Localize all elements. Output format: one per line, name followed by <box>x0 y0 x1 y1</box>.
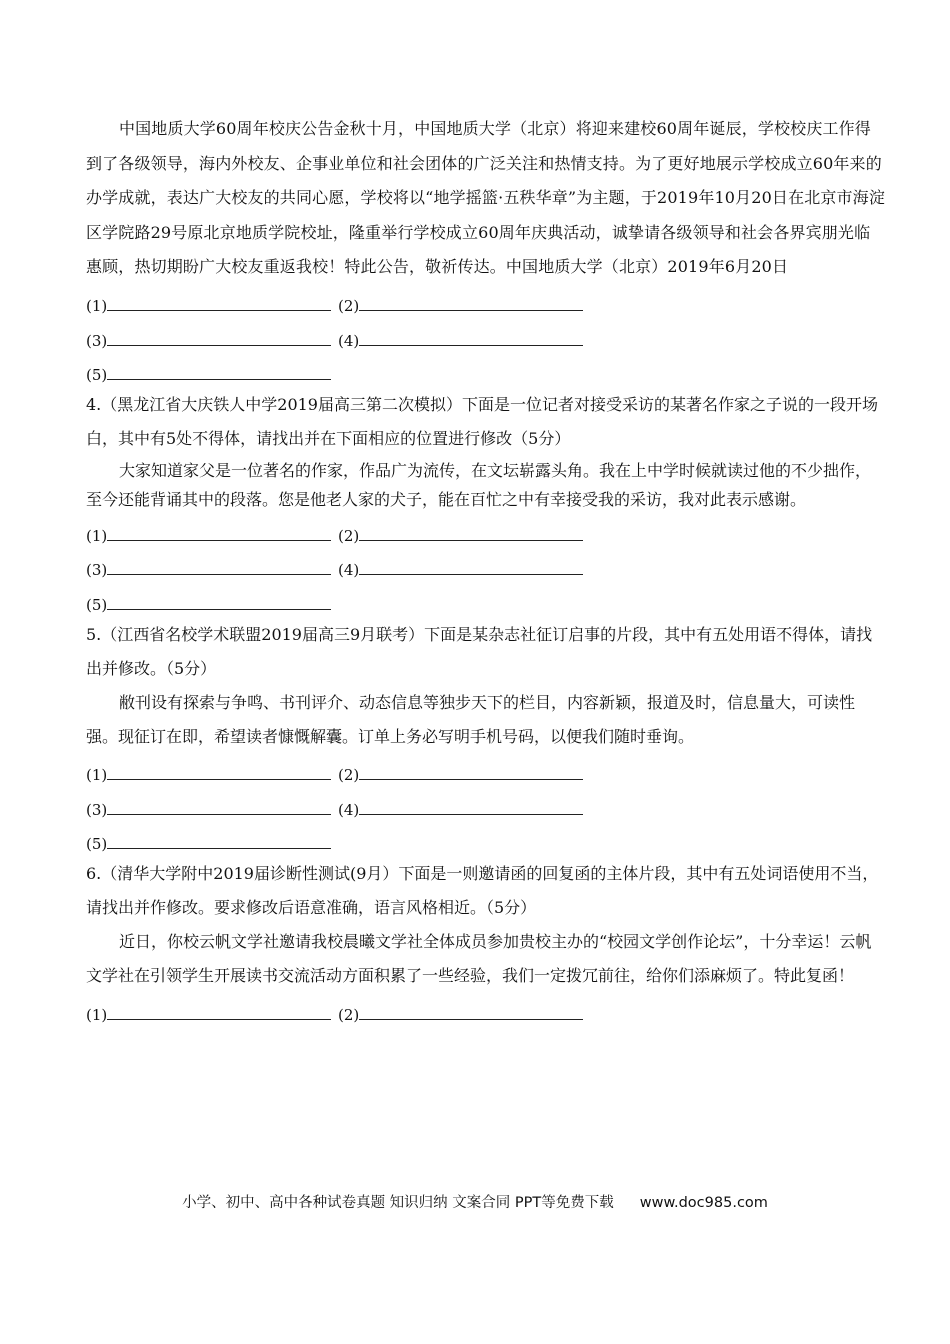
answer-blank[interactable] <box>107 608 331 610</box>
answer-blank[interactable] <box>107 847 331 849</box>
page-footer <box>0 1191 950 1212</box>
answer-label: (4) <box>338 331 360 350</box>
question-6-stem: 6.（清华大学附中2019届诊断性测试(9月）下面是一则邀请函的回复函的主体片段，其中有五处词语使用不当，请找出并作修改。要求修改后语意准确，语言风格相近。（5分） <box>86 864 879 917</box>
answer-label: (5) <box>86 835 108 853</box>
answer-row <box>86 549 886 584</box>
answer-blank[interactable] <box>359 344 583 346</box>
question-5-stem: 5.（江西省名校学术联盟2019届高三9月联考）下面是某杂志社征订启事的片段，其中有五处用语不得体，请找出并修改。（5分） <box>86 624 873 678</box>
answer-blank[interactable] <box>359 309 583 311</box>
answer-row <box>86 583 886 618</box>
answer-blank[interactable] <box>107 573 331 575</box>
notice-passage: 中国地质大学60周年校庆公告金秋十月，中国地质大学（北京）将迎来建校60周年诞辰，学校校庆工作得到了各级领导，海内外校友、企事业单位和社会团体的广泛关注和热情支持。为了更好地展示学校成立60年来的办学成就，表达广大校友的共同心愿，学校将以“地学摇篮·五秩华章”为主题，于2019年10月20日在北京市海淀区学院路29号原北京地质学院校址，隆重举行学校成立60周年庆典活动，诚挚请各级领导和社会各界宾朋光临惠顾，热切期盼广大校友重返我校！特此公告，敬祈传达。中国地质大学（北京）2019年6月20日 <box>86 119 885 276</box>
answer-label: (1) <box>86 297 108 315</box>
question-6-passage: 近日，你校云帆文学社邀请我校晨曦文学社全体成员参加贵校主办的“校园文学创作论坛”，十分幸运！云帆文学社在引领学生开展读书交流活动方面积累了一些经验，我们一定拨冗前往，给你们添麻烦了。特此复函！ <box>86 932 872 985</box>
answer-blank[interactable] <box>359 778 583 780</box>
answer-row <box>86 754 886 789</box>
answer-row <box>86 788 886 823</box>
answer-label: (2) <box>338 1005 360 1024</box>
answer-label: (1) <box>86 526 108 545</box>
answer-label: (5) <box>86 595 108 614</box>
answer-row <box>86 823 886 858</box>
answer-blank[interactable] <box>107 778 331 780</box>
answer-label: (2) <box>338 766 360 784</box>
answer-label: (3) <box>86 561 108 579</box>
question-5-passage: 敝刊设有探索与争鸣、书刊评介、动态信息等独步天下的栏目，内容新颖，报道及时，信息量大，可读性强。现征订在即，希望读者慷慨解囊。订单上务必写明手机号码，以便我们随时垂询。 <box>86 692 856 746</box>
answer-blank[interactable] <box>107 813 331 815</box>
answer-label: (2) <box>338 526 360 545</box>
answer-row <box>86 993 886 1028</box>
answer-row <box>86 354 886 389</box>
answer-label: (3) <box>86 331 108 350</box>
answer-blank[interactable] <box>107 378 331 380</box>
answer-blank[interactable] <box>359 1018 583 1020</box>
answer-blank[interactable] <box>359 539 583 541</box>
answer-row <box>86 514 886 549</box>
footer-text: 小学、初中、高中各种试卷真题 知识归纳 文案合同 PPT等免费下载 <box>182 1195 614 1211</box>
answer-row <box>86 319 886 354</box>
question-4-stem: 4.（黑龙江省大庆铁人中学2019届高三第二次模拟）下面是一位记者对接受采访的某著名作家之子说的一段开场白，其中有5处不得体，请找出并在下面相应的位置进行修改（5分） <box>86 395 878 448</box>
answer-blank[interactable] <box>107 309 331 311</box>
answer-blank[interactable] <box>107 539 331 541</box>
answer-blank[interactable] <box>359 813 583 815</box>
answer-label: (3) <box>86 800 108 819</box>
answer-label: (1) <box>86 1005 108 1024</box>
footer-url[interactable]: www.doc985.com <box>639 1195 768 1211</box>
answer-label: (4) <box>338 800 360 819</box>
answer-label: (1) <box>86 766 108 784</box>
answer-label: (2) <box>338 297 360 315</box>
answer-blank[interactable] <box>107 1018 331 1020</box>
answer-row <box>86 285 886 320</box>
answer-label: (5) <box>86 366 108 384</box>
answer-blank[interactable] <box>107 344 331 346</box>
question-4-passage: 大家知道家父是一位著名的作家，作品广为流传，在文坛崭露头角。我在上中学时候就读过他的不少拙作，至今还能背诵其中的段落。您是他老人家的犬子，能在百忙之中有幸接受我的采访，我对此表示感谢。 <box>86 461 872 509</box>
answer-blank[interactable] <box>359 573 583 575</box>
document-body <box>86 112 886 1028</box>
answer-label: (4) <box>338 561 360 579</box>
